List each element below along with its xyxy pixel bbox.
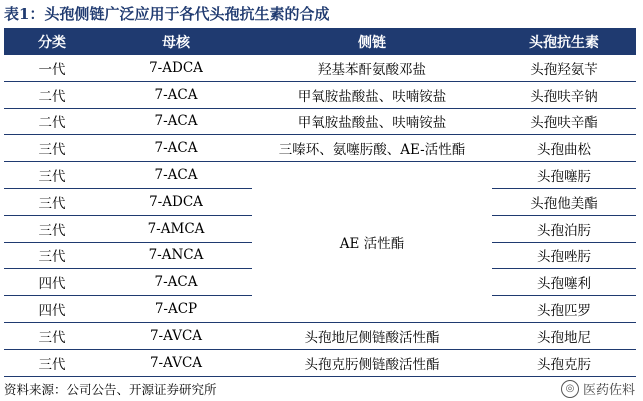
cell-antibiotic: 头孢他美酯 xyxy=(530,195,598,212)
cell-antibiotic: 头孢呋辛酯 xyxy=(530,115,598,132)
cell-category: 三代 xyxy=(38,142,66,159)
cell-side-chain: 羟基苯酐氨酸邓盐 xyxy=(318,61,426,78)
cell-category: 三代 xyxy=(38,195,66,212)
cell-antibiotic: 头孢呋辛钠 xyxy=(530,88,598,105)
cell-core: 7-AMCA xyxy=(147,220,205,237)
table-row xyxy=(4,109,636,136)
table-header xyxy=(4,29,636,55)
table-title: 表1：头孢侧链广泛应用于各代头孢抗生素的合成 xyxy=(4,5,330,23)
cell-core: 7-ACA xyxy=(154,274,198,291)
cell-category: 四代 xyxy=(38,303,66,320)
data-table xyxy=(4,28,636,377)
table-row xyxy=(4,82,636,109)
cell-category: 三代 xyxy=(38,169,66,186)
header-side-chain: 侧链 xyxy=(358,35,386,51)
cell-core: 7-ADCA xyxy=(149,193,203,210)
cell-antibiotic: 头孢泊肟 xyxy=(537,222,591,239)
cell-core: 7-ACA xyxy=(154,113,198,130)
cell-category: 二代 xyxy=(38,88,66,105)
cell-antibiotic: 头孢曲松 xyxy=(537,142,591,159)
cell-category: 三代 xyxy=(38,356,66,373)
cell-antibiotic: 头孢唑肟 xyxy=(537,249,591,266)
cell-core: 7-ADCA xyxy=(149,59,203,76)
cell-core: 7-ACP xyxy=(154,301,198,318)
cell-antibiotic: 头孢克肟 xyxy=(537,356,591,373)
cell-core: 7-ACA xyxy=(154,86,198,103)
cell-category: 一代 xyxy=(38,61,66,78)
cell-category: 三代 xyxy=(38,222,66,239)
cell-core: 7-ACA xyxy=(154,167,198,184)
cell-core: 7-ACA xyxy=(154,140,198,157)
cell-core: 7-AVCA xyxy=(149,354,203,371)
header-antibiotic: 头孢抗生素 xyxy=(529,35,599,51)
watermark xyxy=(561,379,635,398)
header-category: 分类 xyxy=(38,35,66,51)
cell-core: 7-AVCA xyxy=(149,327,203,344)
cell-side-chain: 头孢地尼侧链酸活性酯 xyxy=(304,329,440,346)
cell-antibiotic: 头孢噻利 xyxy=(537,276,591,293)
merged-side-chain-cell: AE 活性酯 xyxy=(252,162,492,322)
cell-side-chain: 甲氧胺盐酸盐、呋喃铵盐 xyxy=(297,88,447,105)
cell-category: 二代 xyxy=(38,115,66,132)
cell-antibiotic: 头孢地尼 xyxy=(537,329,591,346)
watermark-text: 医药佐料 xyxy=(582,383,635,398)
cell-category: 四代 xyxy=(38,276,66,293)
cell-category: 三代 xyxy=(38,329,66,346)
table-row xyxy=(4,323,636,350)
table-row xyxy=(4,135,636,162)
cell-antibiotic: 头孢噻肟 xyxy=(537,169,591,186)
cell-antibiotic: 头孢羟氨苄 xyxy=(530,61,598,78)
header-core: 母核 xyxy=(162,35,190,51)
source-note: 资料来源：公司公告、开源证券研究所 xyxy=(4,382,217,397)
cell-antibiotic: 头孢匹罗 xyxy=(537,303,591,320)
cell-side-chain: 甲氧胺盐酸盐、呋喃铵盐 xyxy=(297,115,447,132)
table-row xyxy=(4,350,636,377)
table-body xyxy=(4,55,636,377)
wechat-icon: ◎ xyxy=(561,380,579,398)
cell-core: 7-ANCA xyxy=(148,247,204,264)
table-row xyxy=(4,55,636,82)
cell-side-chain: 头孢克肟侧链酸活性酯 xyxy=(304,356,440,373)
cell-category: 三代 xyxy=(38,249,66,266)
cell-side-chain: 三嗪环、氨噻肟酸、AE-活性酯 xyxy=(278,142,466,159)
